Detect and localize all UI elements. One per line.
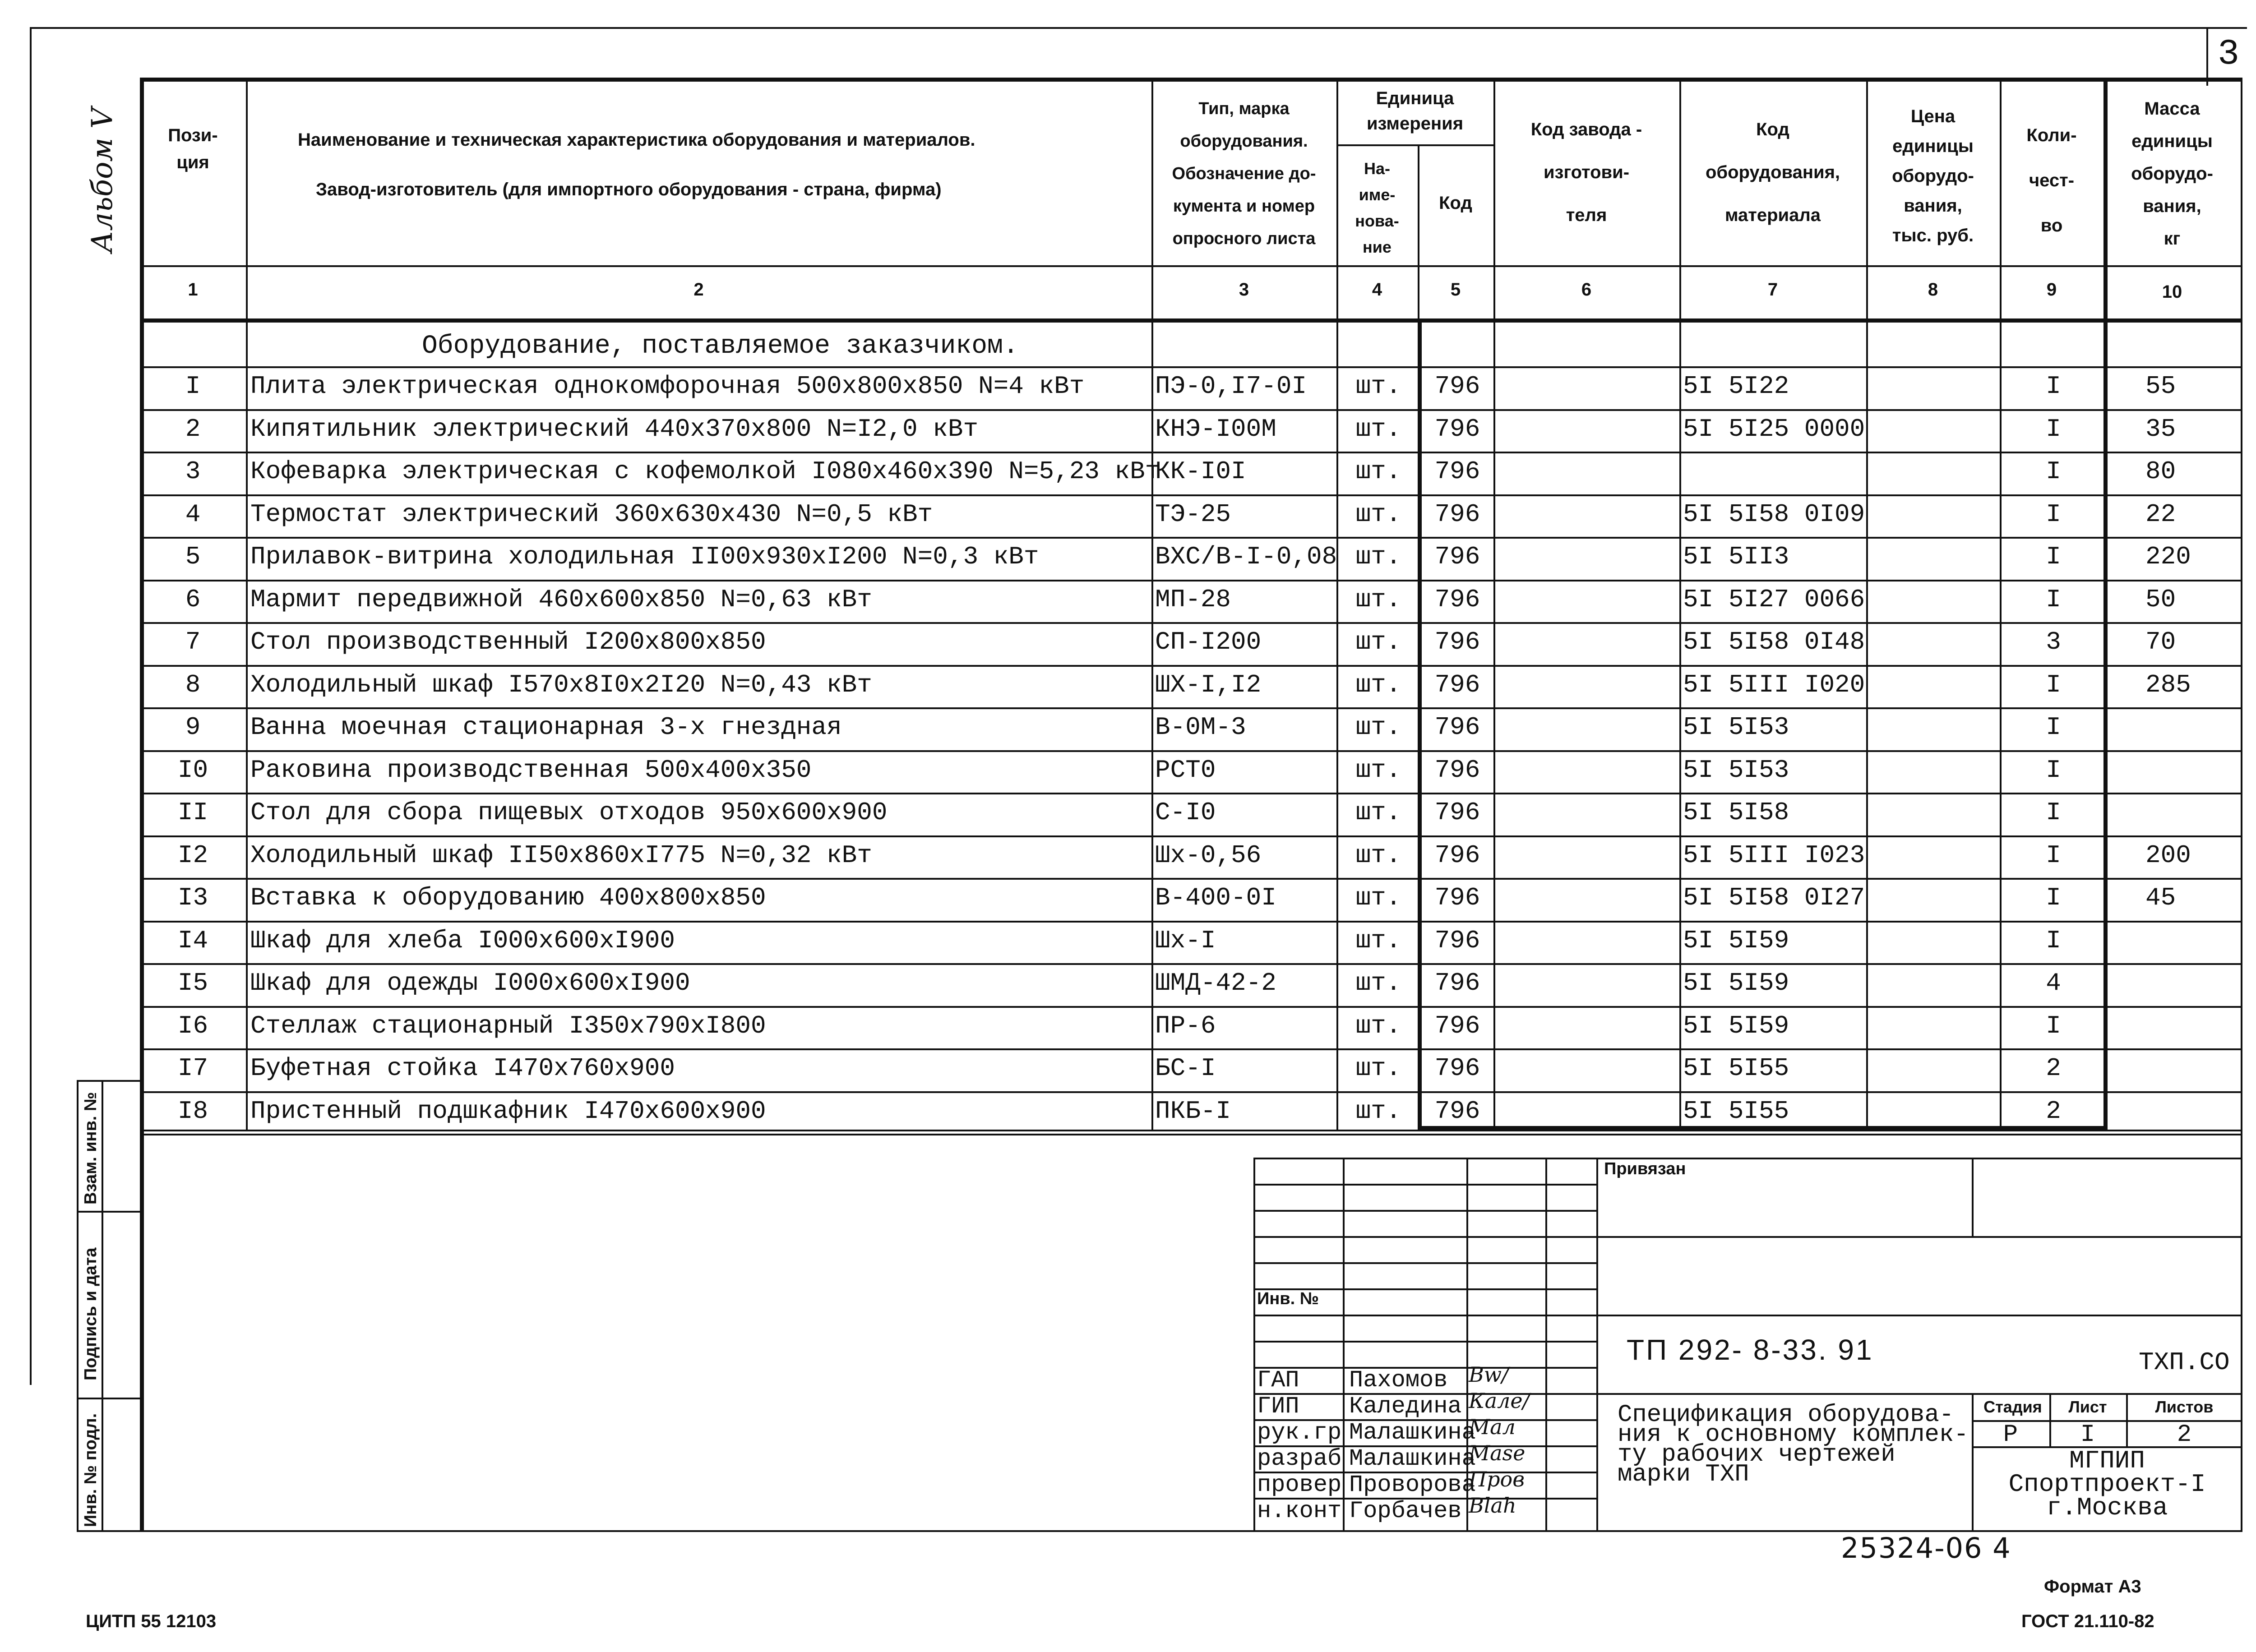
- col-num-7: 7: [1767, 280, 1778, 300]
- cell-pos: I3: [177, 883, 208, 912]
- col-num-4: 4: [1372, 280, 1382, 300]
- cell-unit: шт.: [1355, 542, 1401, 571]
- cell-name: Холодильный шкаф II50x860xI775 N=0,32 кВт: [250, 840, 872, 870]
- cell-type: КНЭ-I00M: [1155, 414, 1276, 443]
- cell-pos: 9: [185, 713, 201, 742]
- col-num-6: 6: [1581, 280, 1592, 300]
- stamp-inv: Инв. № подл.: [81, 1413, 100, 1527]
- tb-v1: [1253, 1158, 1255, 1532]
- cell-equip: 5I 5I55: [1683, 1054, 1789, 1083]
- header-unit-name: На- име- нова- ние: [1355, 159, 1399, 256]
- signature-5: Пров: [1469, 1467, 1525, 1491]
- cell-pos: I2: [177, 840, 208, 870]
- cell-code: 796: [1434, 1054, 1480, 1083]
- cell-qty: I: [2046, 713, 2061, 742]
- cell-equip: 5I 5I53: [1683, 713, 1789, 742]
- sheets-label: Листов: [2155, 1398, 2214, 1416]
- cell-code: 796: [1434, 542, 1480, 571]
- privyazan-label: Привязан: [1604, 1159, 1686, 1178]
- album-label: Альбом V: [86, 107, 119, 253]
- sheets-value: 2: [2177, 1421, 2192, 1449]
- signature-4: Mase: [1469, 1441, 1526, 1465]
- cell-equip: 5I 5I22: [1683, 372, 1789, 401]
- cell-equip: 5I 5III I020: [1683, 670, 1865, 699]
- row-line: [140, 793, 2242, 794]
- tb-h7: [1253, 1341, 1596, 1343]
- tb-h6: [1253, 1315, 2242, 1316]
- cell-type: РСТ0: [1155, 755, 1216, 784]
- row-line: [140, 835, 2242, 837]
- header-price: Цена единицы оборудо- вания, тыс. руб.: [1892, 106, 1974, 245]
- stamp-bottom: [77, 1530, 140, 1532]
- cell-type: КК-I0I: [1155, 457, 1246, 486]
- row-line: [140, 1048, 2242, 1050]
- cell-qty: I: [2046, 585, 2061, 614]
- cell-name: Термостат электрический 360x630x430 N=0,5 кВт: [250, 499, 933, 529]
- row-line: [140, 665, 2242, 667]
- cell-pos: 3: [185, 457, 201, 486]
- cell-type: БС-I: [1155, 1054, 1216, 1083]
- row-line: [140, 878, 2242, 880]
- cell-code: 796: [1434, 1096, 1480, 1126]
- role-person: Малашкина: [1349, 1445, 1476, 1472]
- row-line: [140, 409, 2242, 411]
- cell-pos: I: [185, 372, 201, 401]
- col-num-2: 2: [693, 280, 704, 300]
- cell-pos: I8: [177, 1096, 208, 1126]
- cell-unit: шт.: [1355, 670, 1401, 699]
- cell-code: 796: [1434, 755, 1480, 784]
- cell-equip: 5I 5I58 0I48: [1683, 628, 1865, 656]
- signature-1: Вw/: [1469, 1362, 1509, 1387]
- cell-qty: I: [2046, 670, 2061, 699]
- cell-equip: 5I 5I58 0I27: [1683, 883, 1865, 912]
- cell-name: Прилавок-витрина холодильная II00x930xI200 N=0,3 кВт: [250, 542, 1039, 571]
- col-num-10: 10: [2162, 282, 2182, 302]
- cell-equip: 5I 5II3: [1683, 542, 1789, 571]
- cell-pos: I0: [177, 755, 208, 784]
- cell-code: 796: [1434, 713, 1480, 742]
- cell-qty: I: [2046, 542, 2061, 571]
- cell-type: ШМД-42-2: [1155, 969, 1276, 997]
- row-line: [140, 622, 2242, 624]
- left-border: [30, 27, 32, 1385]
- cell-mass: 35: [2145, 414, 2176, 443]
- cell-type: ТЭ-25: [1155, 499, 1231, 529]
- row-line: [140, 1134, 2242, 1135]
- tb-v4: [1545, 1158, 1547, 1532]
- cell-equip: 5I 5I27 0066: [1683, 585, 1865, 614]
- tb-h4: [1253, 1262, 1596, 1264]
- tb-priv-split: [1972, 1158, 1974, 1237]
- cell-mass: 200: [2145, 840, 2191, 870]
- handwritten-number: 25324-06 4: [1841, 1532, 2011, 1564]
- row-line: [140, 707, 2242, 709]
- cell-qty: I: [2046, 840, 2061, 870]
- col-num-1: 1: [188, 280, 198, 300]
- cell-name: Холодильный шкаф I570x8I0x2I20 N=0,43 кВт: [250, 670, 872, 699]
- sheet-number: 3: [2218, 34, 2240, 75]
- cell-name: Раковина производственная 500x400x350: [250, 755, 812, 784]
- cell-code: 796: [1434, 457, 1480, 486]
- cell-pos: I5: [177, 969, 208, 997]
- document-title: Спецификация оборудова- ния к основному комплек- ту рабочих чертежей марки ТХП: [1618, 1401, 1969, 1488]
- header-unit-group: Единица измерения: [1366, 88, 1464, 134]
- row-line: [140, 921, 2242, 923]
- cell-type: ПКБ-I: [1155, 1096, 1231, 1126]
- tb-h1: [1253, 1184, 1596, 1186]
- role-person: Каледина: [1349, 1393, 1462, 1420]
- footer-right: ГОСТ 21.110-82: [2021, 1611, 2154, 1631]
- cell-qty: I: [2046, 1011, 2061, 1040]
- col-num-3: 3: [1239, 280, 1249, 300]
- cell-pos: 6: [185, 585, 201, 614]
- document-code: ТП 292- 8-33. 91: [1627, 1334, 1874, 1366]
- stamp-top: [77, 1080, 140, 1082]
- cell-unit: шт.: [1355, 457, 1401, 486]
- cell-type: С-I0: [1155, 798, 1216, 827]
- cell-name: Пристенный подшкафник I470x600x900: [250, 1096, 766, 1126]
- stamp-podpis: Подпись и дата: [81, 1247, 100, 1380]
- cell-code: 796: [1434, 414, 1480, 443]
- cell-name: Шкаф для хлеба I000x600xI900: [250, 926, 675, 955]
- cell-code: 796: [1434, 883, 1480, 912]
- cell-pos: 2: [185, 414, 201, 443]
- tb-h2: [1253, 1210, 1596, 1212]
- cell-code: 796: [1434, 585, 1480, 614]
- cell-unit: шт.: [1355, 926, 1401, 955]
- cell-code: 796: [1434, 670, 1480, 699]
- role-person: Пахомов: [1349, 1367, 1448, 1394]
- cell-equip: 5I 5I53: [1683, 755, 1789, 784]
- header-manufacturer: Код завода - изготови- теля: [1530, 120, 1642, 225]
- cell-qty: 2: [2046, 1096, 2061, 1126]
- stamp-left: [77, 1080, 79, 1532]
- cell-type: В-400-0I: [1155, 883, 1276, 912]
- cell-name: Шкаф для одежды I000x600xI900: [250, 969, 690, 997]
- role-person: Горбачев: [1349, 1498, 1462, 1524]
- sheet-value: I: [2080, 1421, 2095, 1449]
- tb-v5: [1596, 1158, 1598, 1532]
- cell-name: Кофеварка электрическая с кофемолкой I080x460x390 N=5,23 кВт: [250, 457, 1160, 486]
- cell-code: 796: [1434, 840, 1480, 870]
- cell-unit: шт.: [1355, 1011, 1401, 1040]
- tb-h3: [1253, 1236, 2242, 1238]
- cell-unit: шт.: [1355, 1096, 1401, 1126]
- row-line: [140, 366, 2242, 368]
- cell-qty: I: [2046, 883, 2061, 912]
- row-line: [140, 1006, 2242, 1008]
- cell-code: 796: [1434, 926, 1480, 955]
- signature-2: Кале/: [1469, 1389, 1530, 1413]
- top-border: [30, 27, 2247, 29]
- cell-qty: I: [2046, 798, 2061, 827]
- role-person: Малашкина: [1349, 1419, 1476, 1446]
- cell-code: 796: [1434, 1011, 1480, 1040]
- cell-name: Мармит передвижной 460x600x850 N=0,63 кВт: [250, 585, 872, 614]
- cell-type: ВХС/В-I-0,08: [1155, 542, 1337, 571]
- cell-name: Кипятильник электрический 440x370x800 N=I2,0 кВт: [250, 414, 979, 443]
- cell-type: ПЭ-0,I7-0I: [1155, 372, 1307, 401]
- cell-unit: шт.: [1355, 499, 1401, 529]
- numbers-bottom: [140, 318, 2242, 323]
- header-name-line2: Завод-изготовитель (для импортного оборудования - страна, фирма): [316, 180, 942, 199]
- header-position: Пози- ция: [168, 125, 218, 172]
- role-title: провер: [1257, 1472, 1342, 1498]
- row-line: [140, 963, 2242, 965]
- cell-type: СП-I200: [1155, 628, 1262, 656]
- cell-unit: шт.: [1355, 755, 1401, 784]
- cell-type: ШХ-I,I2: [1155, 670, 1262, 699]
- row-line: [140, 452, 2242, 453]
- cell-qty: I: [2046, 499, 2061, 529]
- cell-unit: шт.: [1355, 883, 1401, 912]
- cell-type: Шх-I: [1155, 926, 1216, 955]
- role-title: ГИП: [1257, 1393, 1299, 1420]
- cell-qty: I: [2046, 414, 2061, 443]
- sheet-box-line: [2206, 27, 2208, 86]
- row-line: [140, 537, 2242, 539]
- unit-group-line: [1336, 144, 1493, 146]
- cell-type: ПР-6: [1155, 1011, 1216, 1040]
- header-equipment-code: Код оборудования, материала: [1705, 120, 1840, 225]
- cell-pos: II: [177, 798, 208, 827]
- cell-name: Стеллаж стационарный I350x790xI800: [250, 1011, 766, 1040]
- cell-name: Стол для сбора пищевых отходов 950x600x900: [250, 798, 888, 827]
- cell-pos: I6: [177, 1011, 208, 1040]
- tb-top: [1253, 1158, 2242, 1159]
- cell-code: 796: [1434, 969, 1480, 997]
- cell-code: 796: [1434, 628, 1480, 656]
- cell-type: Шх-0,56: [1155, 840, 1262, 870]
- cell-code: 796: [1434, 798, 1480, 827]
- cell-name: Буфетная стойка I470x760x900: [250, 1054, 675, 1083]
- sheet-label: Лист: [2068, 1398, 2107, 1416]
- organization: МГПИП Спортпроект-I г.Москва: [2008, 1446, 2206, 1522]
- stamp-sep1: [77, 1211, 140, 1213]
- cell-unit: шт.: [1355, 713, 1401, 742]
- cell-code: 796: [1434, 372, 1480, 401]
- header-unit-code: Код: [1439, 193, 1472, 213]
- header-type: Тип, марка оборудования. Обозначение до- кумента и номер опросного листа: [1172, 99, 1316, 248]
- cell-qty: 4: [2046, 969, 2061, 997]
- cell-type: МП-28: [1155, 585, 1231, 614]
- cell-unit: шт.: [1355, 414, 1401, 443]
- cell-qty: 2: [2046, 1054, 2061, 1083]
- header-bottom: [140, 265, 2242, 267]
- format-label: Формат А3: [2044, 1577, 2141, 1597]
- stage-label: Стадия: [1983, 1398, 2042, 1416]
- cell-qty: I: [2046, 755, 2061, 784]
- role-title: н.конт: [1257, 1498, 1342, 1524]
- cell-equip: 5I 5I55: [1683, 1096, 1789, 1126]
- cell-unit: шт.: [1355, 585, 1401, 614]
- footer-left: ЦИТП 55 12103: [86, 1611, 217, 1631]
- cell-name: Плита электрическая однокомфорочная 500x800x850 N=4 кВт: [250, 372, 1085, 401]
- cell-pos: I7: [177, 1054, 208, 1083]
- header-mass: Масса единицы оборудо- вания, кг: [2131, 99, 2213, 249]
- cell-equip: 5I 5III I023: [1683, 840, 1865, 870]
- role-title: разраб: [1257, 1445, 1342, 1472]
- col-num-8: 8: [1928, 280, 1938, 300]
- cell-name: Вставка к оборудованию 400x800x850: [250, 883, 766, 912]
- cell-mass: 285: [2145, 670, 2191, 699]
- stage-value: Р: [2003, 1421, 2018, 1449]
- row-line: [140, 580, 2242, 581]
- cell-pos: 7: [185, 628, 201, 656]
- header-quantity: Коли- чест- во: [2026, 125, 2077, 235]
- cell-pos: 4: [185, 499, 201, 529]
- role-title: ГАП: [1257, 1367, 1299, 1394]
- cell-qty: I: [2046, 457, 2061, 486]
- cell-equip: 5I 5I58 0I09: [1683, 499, 1865, 529]
- cell-equip: 5I 5I25 0000: [1683, 414, 1865, 443]
- cell-name: Стол производственный I200x800x850: [250, 628, 766, 656]
- cell-mass: 220: [2145, 542, 2191, 571]
- cell-unit: шт.: [1355, 969, 1401, 997]
- cell-unit: шт.: [1355, 628, 1401, 656]
- cell-equip: 5I 5I59: [1683, 1011, 1789, 1040]
- col-num-5: 5: [1450, 280, 1461, 300]
- col-line-10: [2241, 78, 2242, 1532]
- stamp-sep2: [77, 1398, 140, 1399]
- signature-6: Вlah: [1469, 1493, 1516, 1518]
- role-person: Проворова: [1349, 1472, 1476, 1498]
- document-mark: ТХП.СО: [2139, 1348, 2230, 1377]
- cell-mass: 22: [2145, 499, 2176, 529]
- cell-qty: 3: [2046, 628, 2061, 656]
- cell-pos: 8: [185, 670, 201, 699]
- col-num-9: 9: [2046, 280, 2057, 300]
- cell-equip: 5I 5I59: [1683, 926, 1789, 955]
- row-line: [140, 750, 2242, 752]
- table-top: [140, 78, 2242, 82]
- cell-mass: 80: [2145, 457, 2176, 486]
- cell-mass: 45: [2145, 883, 2176, 912]
- role-title: рук.гр: [1257, 1419, 1342, 1446]
- cell-pos: 5: [185, 542, 201, 571]
- cell-unit: шт.: [1355, 840, 1401, 870]
- tb-v2: [1343, 1158, 1345, 1532]
- cell-type: В-0М-3: [1155, 713, 1246, 742]
- stamp-mid: [102, 1080, 103, 1532]
- inv-no-label: Инв. №: [1257, 1289, 1319, 1308]
- cell-unit: шт.: [1355, 372, 1401, 401]
- row-line: [140, 1091, 2242, 1093]
- section-title: Оборудование, поставляемое заказчиком.: [422, 332, 1019, 361]
- cell-name: Ванна моечная стационарная 3-х гнездная: [250, 713, 842, 742]
- cell-unit: шт.: [1355, 1054, 1401, 1083]
- row-line: [140, 494, 2242, 496]
- stamp-vzam: Взам. инв. №: [81, 1092, 100, 1204]
- signature-3: Мал: [1469, 1415, 1516, 1439]
- cell-mass: 55: [2145, 372, 2176, 401]
- cell-code: 796: [1434, 499, 1480, 529]
- col-line-1: [246, 78, 248, 1131]
- cell-qty: I: [2046, 372, 2061, 401]
- cell-mass: 70: [2145, 628, 2176, 656]
- cell-unit: шт.: [1355, 798, 1401, 827]
- cell-equip: 5I 5I58: [1683, 798, 1789, 827]
- cell-pos: I4: [177, 926, 208, 955]
- cell-mass: 50: [2145, 585, 2176, 614]
- header-name-line1: Наименование и техническая характеристика оборудования и материалов.: [298, 130, 975, 150]
- cell-qty: I: [2046, 926, 2061, 955]
- cell-equip: 5I 5I59: [1683, 969, 1789, 997]
